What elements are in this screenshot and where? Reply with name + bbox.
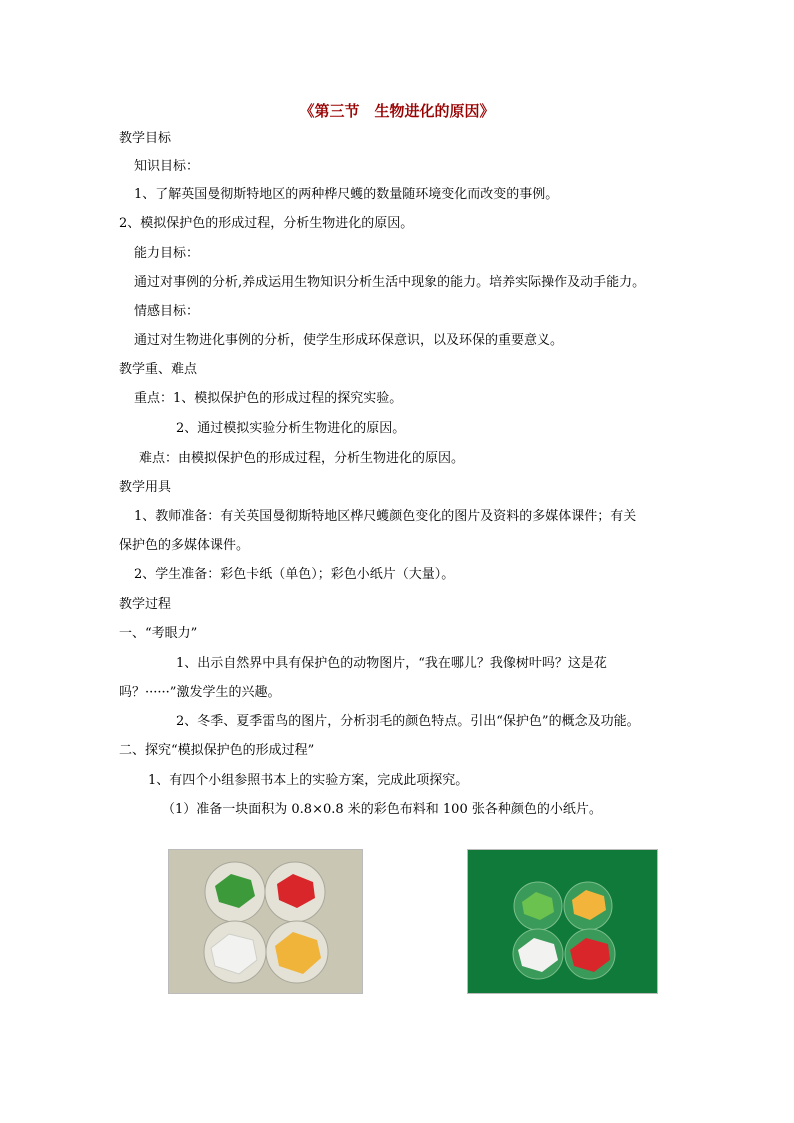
subheading-knowledge-goals: 知识目标：	[134, 159, 200, 174]
paragraph-line: 通过对生物进化事例的分析，使学生形成环保意识，以及环保的重要意义。	[134, 333, 564, 348]
paragraph-line: 1、教师准备：有关英国曼彻斯特地区桦尺蠖颜色变化的图片及资料的多媒体课件；有关	[134, 509, 637, 524]
paragraph-line: 难点：由模拟保护色的形成过程，分析生物进化的原因。	[139, 451, 465, 466]
paragraph-line: 2、通过模拟实验分析生物进化的原因。	[176, 421, 406, 436]
dish-green	[205, 862, 265, 922]
dish-red	[265, 862, 325, 922]
subheading-ability-goals: 能力目标：	[134, 246, 200, 261]
section-heading: 一、“考眼力”	[119, 626, 198, 641]
paragraph-line: 重点：1、模拟保护色的形成过程的探究实验。	[134, 391, 403, 406]
photo-paper-dishes-green-background	[467, 849, 658, 994]
dish-light-green	[514, 882, 562, 930]
heading-teaching-goals: 教学目标	[119, 131, 172, 146]
heading-teaching-process: 教学过程	[119, 597, 172, 612]
photo-dishes-image	[468, 850, 657, 993]
paragraph-line: 2、学生准备：彩色卡纸（单色）；彩色小纸片（大量）。	[134, 567, 455, 582]
photo-paper-dishes-plain-background	[168, 849, 363, 994]
paragraph-line: 1、有四个小组参照书本上的实验方案，完成此项探究。	[148, 773, 469, 788]
heading-teaching-tools: 教学用具	[119, 480, 172, 495]
paragraph-line: 2、冬季、夏季雷鸟的图片，分析羽毛的颜色特点。引出“保护色”的概念及功能。	[176, 714, 640, 729]
paragraph-line: 2、模拟保护色的形成过程，分析生物进化的原因。	[119, 216, 414, 231]
heading-key-points: 教学重、难点	[119, 362, 198, 377]
paragraph-line: 吗？······”激发学生的兴趣。	[119, 685, 281, 700]
dish-yellow	[266, 921, 328, 983]
dish-red	[565, 929, 615, 979]
dish-white	[513, 929, 563, 979]
dish-yellow	[564, 882, 612, 930]
paragraph-line: 保护色的多媒体课件。	[119, 538, 250, 553]
photo-dishes-image	[169, 850, 362, 993]
paragraph-line: 1、出示自然界中具有保护色的动物图片，“我在哪儿？我像树叶吗？这是花	[176, 656, 607, 671]
dish-white	[204, 921, 266, 983]
paragraph-line: 通过对事例的分析,养成运用生物知识分析生活中现象的能力。培养实际操作及动手能力。	[134, 275, 646, 290]
document-title: 《第三节 生物进化的原因》	[299, 102, 495, 120]
paragraph-line: 1、了解英国曼彻斯特地区的两种桦尺蠖的数量随环境变化而改变的事例。	[134, 187, 559, 202]
section-heading: 二、探究“模拟保护色的形成过程”	[119, 743, 315, 758]
paragraph-line: （1）准备一块面积为 0.8×0.8 米的彩色布料和 100 张各种颜色的小纸片。	[162, 802, 602, 817]
subheading-emotion-goals: 情感目标：	[134, 304, 200, 319]
